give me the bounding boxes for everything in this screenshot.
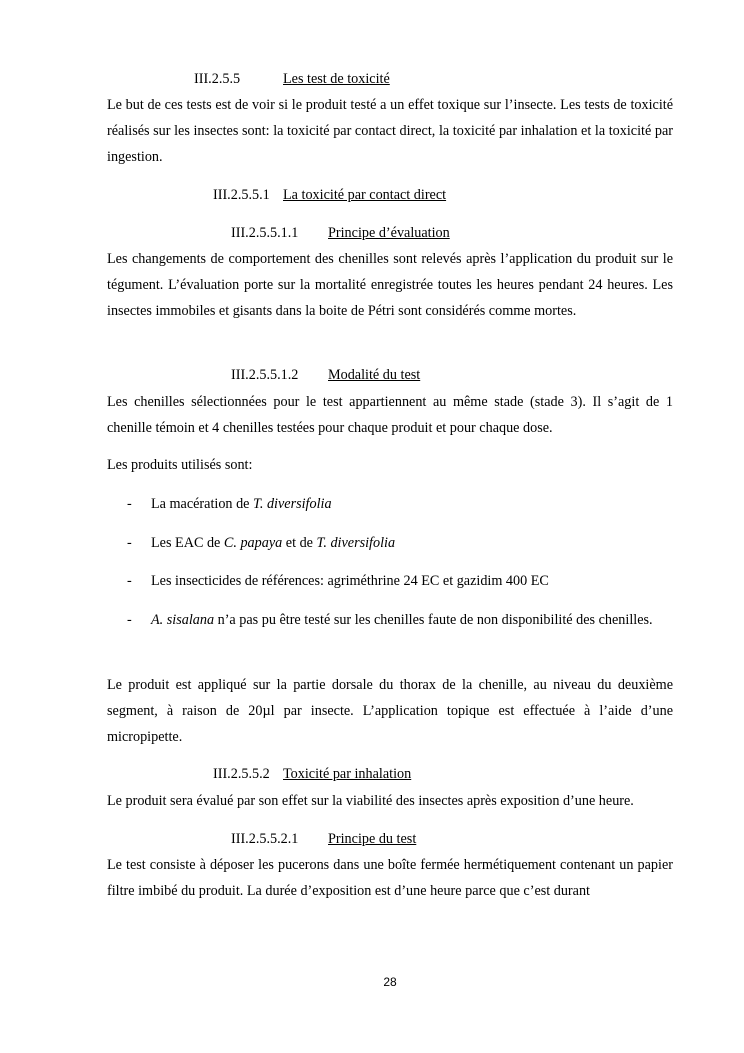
text-run: La macération de xyxy=(151,496,254,512)
paragraph-principe xyxy=(107,246,673,324)
list-item-text: Les insecticides de références: agriméthrine 24 EC et gazidim 400 EC xyxy=(151,573,549,589)
heading-title: Toxicité par inhalation xyxy=(283,766,412,782)
paragraph-inhalation xyxy=(107,788,673,814)
heading-number: III.2.5.5.1.1 xyxy=(231,225,299,241)
species-name: T. diversifolia xyxy=(253,496,332,512)
heading-number: III.2.5.5.2.1 xyxy=(231,831,299,847)
paragraph-application xyxy=(107,672,673,750)
bullet-dash: - xyxy=(127,496,132,512)
list-item-text xyxy=(151,607,673,633)
heading-2-5-5-2 xyxy=(213,764,411,784)
heading-title: Les test de toxicité xyxy=(283,71,390,87)
text-run: n’a pas pu être testé sur les chenilles faute de non disponibilité des chenilles. xyxy=(214,612,653,628)
heading-title: Principe du test xyxy=(328,831,417,847)
paragraph-text: Les produits utilisés sont: xyxy=(107,457,253,473)
heading-2-5-5-1-1 xyxy=(231,223,450,243)
heading-title: Modalité du test xyxy=(328,367,421,383)
species-name: A. sisalana xyxy=(151,612,215,628)
paragraph-text: Le produit est appliqué sur la partie dorsale du thorax de la chenille, au niveau du deuxième segment, à raison de 20µl par insecte. L’application topique est effectuée à l’aide d’une micropipette. xyxy=(107,677,673,745)
species-name: T. diversifolia xyxy=(316,535,396,551)
page-number: 28 xyxy=(383,975,397,989)
paragraph-text: Les changements de comportement des chenilles sont relevés après l’application du produit sur le tégument. L’évaluation porte sur la mortalité enregistrée toutes les heures pendant 24 heures. Les insectes immobiles et gisants dans la boite de Pétri sont considérés comme mortes. xyxy=(107,251,673,319)
heading-number: III.2.5.5.2 xyxy=(213,766,270,782)
heading-2-5-5-2-1 xyxy=(231,829,416,849)
paragraph-text: Les chenilles sélectionnées pour le test appartiennent au même stade (stade 3). Il s’agit de 1 chenille témoin et 4 chenilles testées pour chaque produit et pour chaque dose. xyxy=(107,394,673,436)
heading-number: III.2.5.5.1.2 xyxy=(231,367,299,383)
text-run: Les EAC de xyxy=(151,535,224,551)
paragraph-modalite xyxy=(107,389,673,441)
bullet-dash: - xyxy=(127,573,132,589)
species-name: C. papaya xyxy=(223,535,283,551)
heading-2-5-5-1 xyxy=(213,185,446,205)
paragraph-text: Le but de ces tests est de voir si le produit testé a un effet toxique sur l’insecte. Les tests de toxicité réalisés sur les insectes sont: la toxicité par contact direct, la toxicité par inhalation et la toxicité par ingestion. xyxy=(107,97,673,165)
heading-title: La toxicité par contact direct xyxy=(283,187,447,203)
heading-title: Principe d’évaluation xyxy=(328,225,450,241)
text-run: et de xyxy=(282,535,317,551)
bullet-dash: - xyxy=(127,535,132,551)
paragraph-principe-test xyxy=(107,852,673,904)
paragraph-text: Le test consiste à déposer les pucerons dans une boîte fermée hermétiquement contenant un papier filtre imbibé du produit. La durée d’exposition est d’une heure parce que c’est durant xyxy=(107,857,673,899)
heading-number: III.2.5.5 xyxy=(194,71,241,87)
bullet-dash: - xyxy=(127,612,132,628)
paragraph-products-intro xyxy=(107,452,673,478)
heading-number: III.2.5.5.1 xyxy=(213,187,270,203)
paragraph-text: Le produit sera évalué par son effet sur la viabilité des insectes après exposition d’une heure. xyxy=(107,793,634,809)
list-item-text xyxy=(151,530,673,556)
heading-2-5-5 xyxy=(194,69,390,89)
list-item-text xyxy=(151,491,673,517)
paragraph-intro xyxy=(107,92,673,170)
heading-2-5-5-1-2 xyxy=(231,365,420,385)
